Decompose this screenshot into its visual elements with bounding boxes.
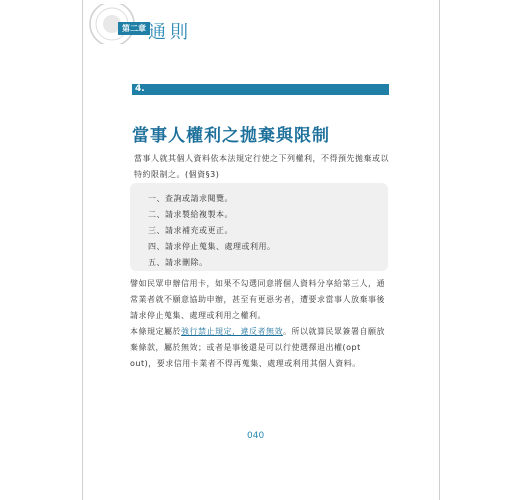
chapter-title: 通則 bbox=[148, 22, 192, 43]
list-item: 一、查詢或請求閱覽。 bbox=[148, 194, 233, 203]
page-number: 040 bbox=[247, 431, 265, 441]
section-title: 當事人權利之拋棄與限制 bbox=[132, 126, 330, 146]
rights-list bbox=[130, 183, 388, 271]
list-item: 五、請求刪除。 bbox=[148, 258, 208, 267]
paragraph-rule bbox=[130, 324, 388, 372]
rule-link[interactable]: 強行禁止規定，違反者無效 bbox=[181, 327, 283, 336]
paragraph-rule-start: 本條規定屬於 bbox=[130, 327, 181, 336]
paragraph-rule-end: 。所以就算民眾簽署自願放棄條款，屬於無效；或者是事後還是可以行使選擇退出權(opt out)，要求信用卡業者不得再蒐集、處理或利用其個人資料。 bbox=[130, 327, 385, 368]
section-number-bar bbox=[132, 84, 389, 95]
list-item: 三、請求補充或更正。 bbox=[148, 226, 233, 235]
section-number: 4. bbox=[135, 84, 145, 94]
chapter-badge: 第二章 bbox=[118, 22, 150, 35]
list-item: 四、請求停止蒐集、處理或利用。 bbox=[148, 242, 276, 251]
paragraph-example: 譬如民眾申辦信用卡，如果不勾選同意將個人資料分享給第三人，通常業者就不願意協助申辦，甚至有更惡劣者，遭要求當事人放棄事後請求停止蒐集、處理或利用之權利。 bbox=[130, 279, 385, 320]
paragraph-intro: 當事人就其個人資料依本法規定行使之下列權利，不得預先拋棄或以特約限制之。(個資§3) bbox=[134, 154, 389, 179]
list-item: 二、請求製給複製本。 bbox=[148, 210, 233, 219]
